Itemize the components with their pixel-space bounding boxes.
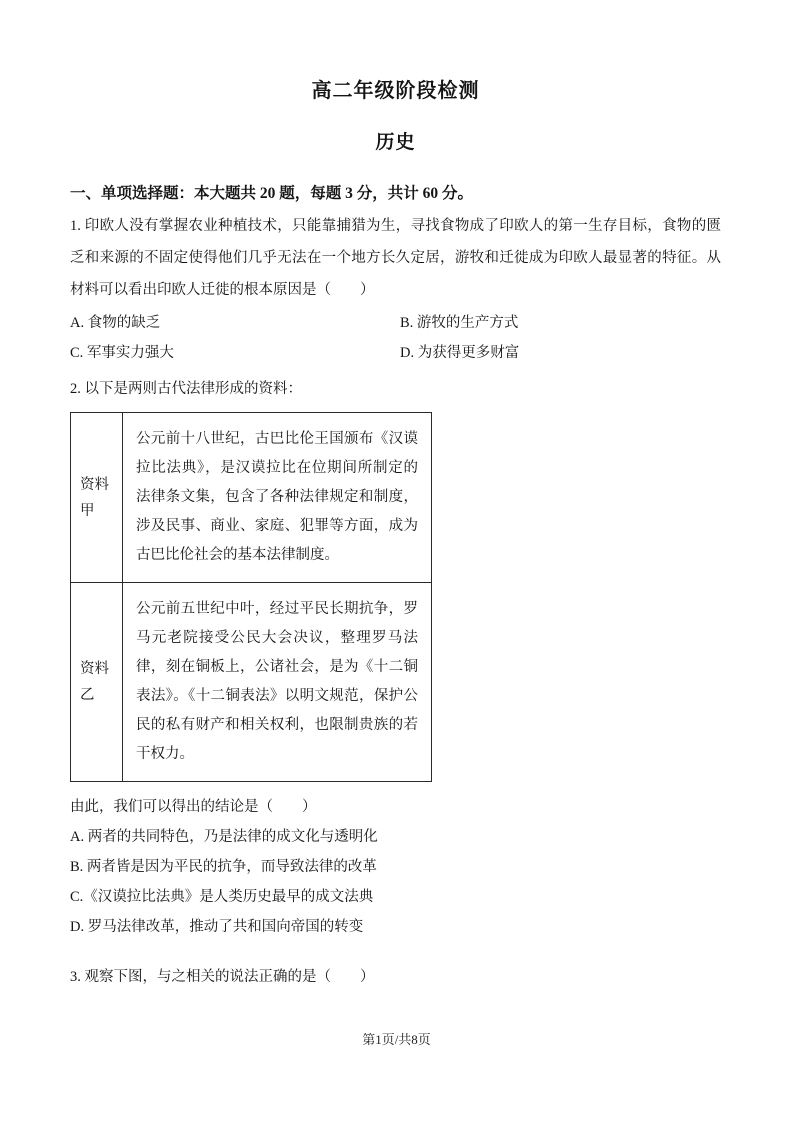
material-row-jia xyxy=(71,413,432,583)
q1-option-a: A. 食物的缺乏 xyxy=(70,315,161,331)
question-2-conclusion: 由此，我们可以得出的结论是（ ） xyxy=(70,799,317,815)
material-row-yi xyxy=(71,583,432,782)
q2-option-c: C.《汉谟拉比法典》是人类历史最早的成文法典 xyxy=(70,889,374,905)
page-title: 高二年级阶段检测 xyxy=(311,80,480,102)
q1-option-b: B. 游牧的生产方式 xyxy=(400,315,519,331)
q2-option-a: A. 两者的共同特色，乃是法律的成文化与透明化 xyxy=(70,829,378,845)
q1-option-d: D. 为获得更多财富 xyxy=(400,345,520,361)
question-2-options xyxy=(70,822,721,942)
question-2-intro: 2. 以下是两则古代法律形成的资料： xyxy=(70,381,302,397)
q2-option-d: D. 罗马法律改革，推动了共和国向帝国的转变 xyxy=(70,919,364,935)
question-3-stem: 3. 观察下图，与之相关的说法正确的是（ ） xyxy=(70,969,375,985)
materials-table xyxy=(70,412,432,782)
page-footer: 第1页/共8页 xyxy=(362,1032,431,1047)
material-jia-text: 公元前十八世纪，古巴比伦王国颁布《汉谟拉比法典》，是汉谟拉比在位期间所制定的法律条文集，包含了各种法律规定和制度，涉及民事、商业、家庭、犯罪等方面，成为古巴比伦社会的基本法律制度。 xyxy=(123,413,432,583)
question-1-options xyxy=(70,308,721,368)
question-1-stem: 1. 印欧人没有掌握农业种植技术，只能靠捕猎为生，寻找食物成了印欧人的第一生存目标，食物的匮乏和来源的不固定使得他们几乎无法在一个地方长久定居，游牧和迁徙成为印欧人最显著的特征。从材料可以看出印欧人迁徙的根本原因是（ ） xyxy=(70,218,721,298)
section-header: 一、单项选择题：本大题共 20 题，每题 3 分，共计 60 分。 xyxy=(70,185,474,202)
page-subtitle: 历史 xyxy=(375,132,416,153)
q1-option-c: C. 军事实力强大 xyxy=(70,345,174,361)
material-yi-text: 公元前五世纪中叶，经过平民长期抗争，罗马元老院接受公民大会决议，整理罗马法律，刻在铜板上，公诸社会，是为《十二铜表法》。《十二铜表法》以明文规范，保护公民的私有财产和相关权利，也限制贵族的若干权力。 xyxy=(123,583,432,782)
q2-option-b: B. 两者皆是因为平民的抗争，而导致法律的改革 xyxy=(70,859,377,875)
material-yi-label: 资料乙 xyxy=(71,583,123,782)
material-jia-label: 资料甲 xyxy=(71,413,123,583)
